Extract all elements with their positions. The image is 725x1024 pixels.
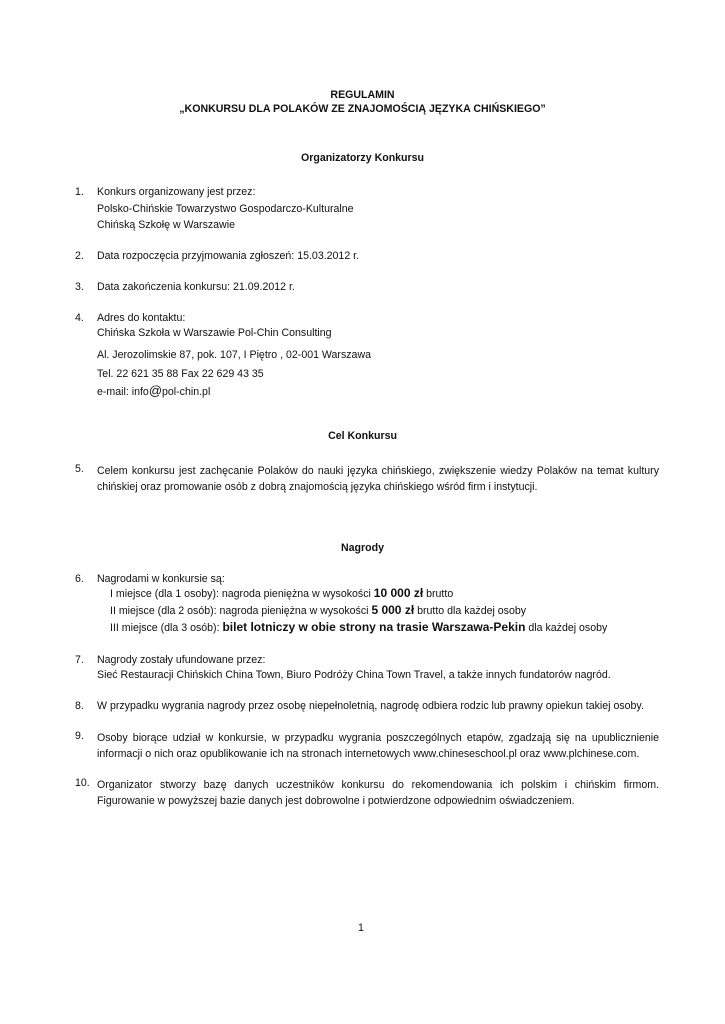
prize-text: II miejsce (dla 2 osób): nagroda pieniężna w wysokości (110, 605, 372, 617)
item-number: 5. (75, 463, 84, 475)
item-number: 4. (75, 312, 84, 324)
item-1-line-2: Polsko-Chińskie Towarzystwo Gospodarczo-Kulturalne (97, 203, 354, 215)
email-label: e-mail: info (97, 386, 149, 398)
item-4-line-1: Adres do kontaktu: (97, 312, 186, 324)
prize-amount: 5 000 zł (371, 603, 415, 617)
item-8-text: W przypadku wygrania nagrody przez osobę niepełnoletnią, nagrodę odbiera rodzic lub prawny opiekun takiej osoby. (97, 700, 644, 712)
prize-text: I miejsce (dla 1 osoby): nagroda pieniężna w wysokości (110, 588, 374, 600)
email-domain: pol-chin.pl (162, 386, 211, 398)
item-number: 7. (75, 654, 84, 666)
item-5-text: Celem konkursu jest zachęcanie Polaków do nauki języka chińskiego, zwiększenie wiedzy Polaków na temat kultury chińskiej oraz promowanie osób z dobrą znajomością języka chińskiego wśród firm i instytucji. (97, 465, 659, 493)
section-heading-organizers: Organizatorzy Konkursu (300, 152, 425, 164)
prize-amount: 10 000 zł (373, 586, 424, 600)
item-7-line-1: Nagrody zostały ufundowane przez: (97, 654, 266, 666)
item-4-line-3: Al. Jerozolimskie 87, pok. 107, I Piętro , 02-001 Warszawa (97, 349, 371, 361)
item-6-line-1: Nagrodami w konkursie są: (97, 573, 225, 585)
item-3-line-1: Data zakończenia konkursu: 21.09.2012 r. (97, 281, 295, 293)
item-2-line-1: Data rozpoczęcia przyjmowania zgłoszeń: 15.03.2012 r. (97, 250, 360, 262)
item-4-line-2: Chińska Szkoła w Warszawie Pol-Chin Consulting (97, 327, 332, 339)
prize-text: brutto dla każdej osoby (414, 605, 527, 617)
prize-ticket: bilet lotniczy w obie strony na trasie Warszawa-Pekin (222, 620, 526, 634)
item-number: 3. (75, 281, 84, 293)
prize-second-place (110, 604, 526, 618)
document-subtitle: „KONKURSU DLA POLAKÓW ZE ZNAJOMOŚCIĄ JĘZYKA CHIŃSKIEGO” (179, 103, 546, 115)
prize-third-place (110, 621, 607, 635)
item-1-line-1: Konkurs organizowany jest przez: (97, 186, 256, 198)
prize-text: brutto (423, 588, 454, 600)
item-number: 8. (75, 700, 84, 712)
prize-text: dla każdej osoby (525, 622, 608, 634)
item-10-text: Organizator stworzy bazę danych uczestników konkursu do rekomendowania ich polskim i chińskim firmom. Figurowanie w powyższej bazie danych jest dobrowolne i potwierdzone odpowiednim oświadczeniem. (97, 779, 659, 807)
section-heading-prizes: Nagrody (341, 542, 384, 554)
item-9-text: Osoby biorące udział w konkursie, w przypadku wygrania poszczególnych etapów, zgadzają się na upublicznienie informacji o nich oraz opublikowanie ich na stronach internetowych www.chineseschool.pl oraz www.plchinese.com. (97, 732, 659, 760)
prize-first-place (110, 587, 453, 601)
prize-text: III miejsce (dla 3 osób): (110, 622, 223, 634)
item-number: 9. (75, 730, 84, 742)
email-line (97, 384, 210, 399)
page-number: 1 (358, 922, 364, 934)
item-number: 6. (75, 573, 84, 585)
item-7-line-2: Sieć Restauracji Chińskich China Town, Biuro Podróży China Town Travel, a także innych fundatorów nagród. (97, 669, 611, 681)
section-heading-goal: Cel Konkursu (328, 430, 397, 442)
item-1-line-3: Chińską Szkołę w Warszawie (97, 219, 235, 231)
document-title: REGULAMIN (330, 89, 395, 101)
item-number: 1. (75, 186, 84, 198)
item-number: 2. (75, 250, 84, 262)
email-at-sign: @ (148, 383, 163, 398)
item-4-line-4: Tel. 22 621 35 88 Fax 22 629 43 35 (97, 368, 264, 380)
item-number: 10. (75, 777, 90, 789)
